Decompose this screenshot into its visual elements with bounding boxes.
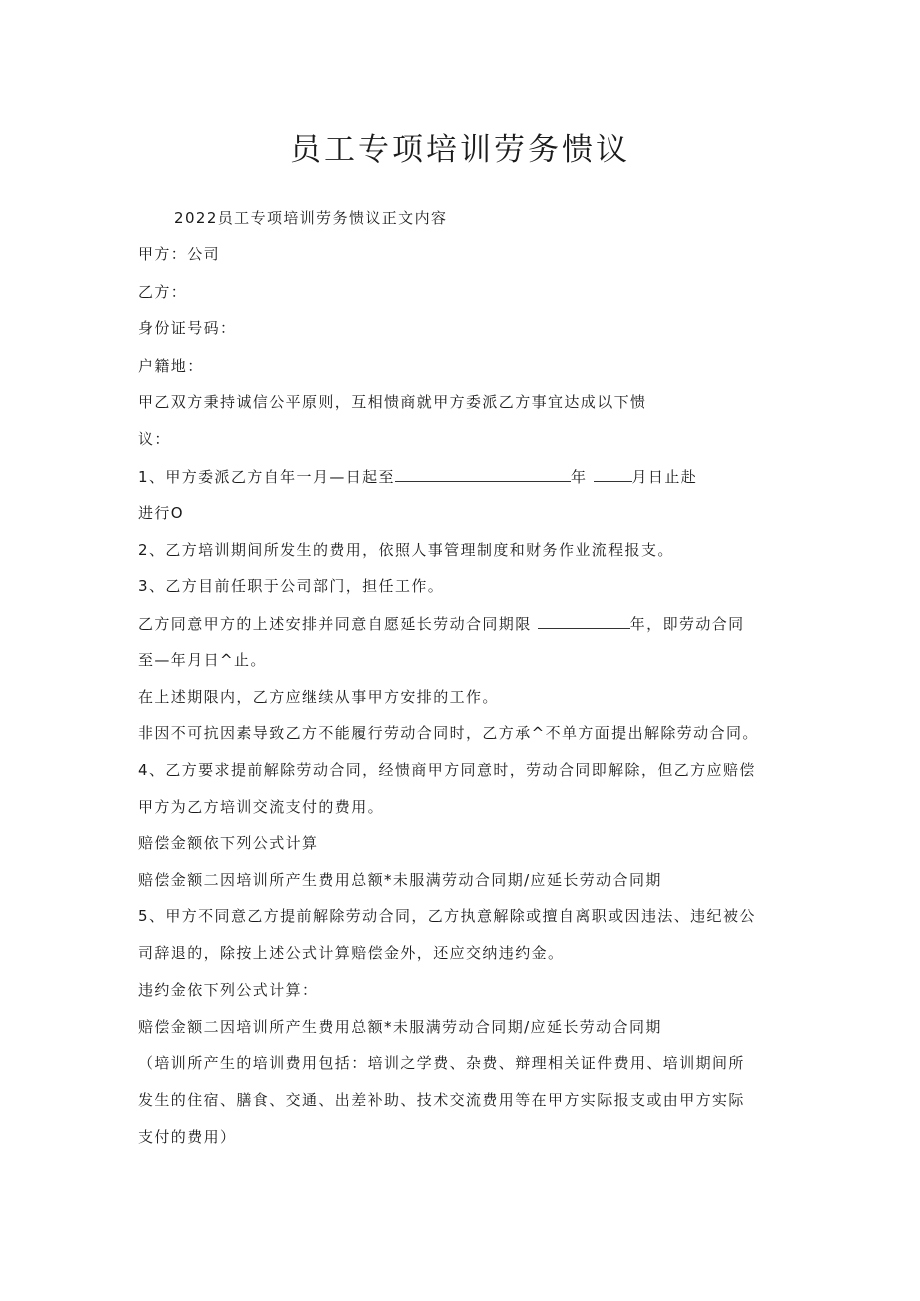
- id-number-line: 身份证号码：: [138, 319, 237, 337]
- clause-1-blank-date: [395, 466, 571, 482]
- duty-line: 在上述期限内，乙方应继续从事甲方安排的工作。: [138, 688, 499, 706]
- agreement-text-a: 乙方同意甲方的上述安排并同意自愿延长劳动合同期限: [138, 615, 532, 633]
- agreement-line-2: 至—年月日^止。: [138, 651, 267, 669]
- clause-1-blank-month: [594, 466, 632, 482]
- document-title: 员工专项培训劳务愦议: [290, 132, 630, 168]
- clause-5-line-1: 5、甲方不同意乙方提前解除劳动合同，乙方执意解除或擅自离职或因违法、违纪被公: [138, 907, 756, 925]
- clause-1-text-b: 年: [570, 468, 588, 486]
- penalty-formula-line: 赔偿金额二因培训所产生费用总额*未服满劳动合同期/应延长劳动合同期: [138, 1018, 662, 1036]
- clause-2-line: 2、乙方培训期间所发生的费用，依照人事管理制度和财务作业流程报支。: [138, 541, 674, 559]
- note-line-1: （培训所产生的培训费用包括：培训之学费、杂费、辩理相关证件费用、培训期间所: [138, 1054, 745, 1072]
- intro-line: 2022员工专项培训劳务愦议正文内容: [174, 209, 448, 227]
- compensation-formula-line: 赔偿金额二因培训所产生费用总额*未服满劳动合同期/应延长劳动合同期: [138, 871, 662, 889]
- party-a-line: 甲方：公司: [138, 245, 221, 263]
- clause-1-line-2: 进行O: [138, 504, 185, 522]
- agreement-blank-years: [538, 613, 630, 629]
- agreement-text-b: 年，即劳动合同: [629, 615, 745, 633]
- note-line-2: 发生的住宿、膳食、交通、出差补助、技术交流费用等在甲方实际报支或由甲方实际: [138, 1091, 745, 1109]
- penalty-rule-line: 违约金依下列公式计算：: [138, 981, 319, 999]
- clause-1-text-a: 1、甲方委派乙方自年一月—日起至: [138, 468, 395, 486]
- clause-3-line: 3、乙方目前任职于公司部门，担任工作。: [138, 577, 445, 595]
- clause-1-line: [138, 466, 697, 487]
- residence-line: 户籍地：: [138, 357, 204, 375]
- force-majeure-line: 非因不可抗因素导致乙方不能履行劳动合同时，乙方承^不单方面提出解除劳动合同。: [138, 724, 759, 742]
- clause-1-text-c: 月日止赴: [631, 468, 698, 486]
- preamble-line-1: 甲乙双方秉持诚信公平原则，互相愦商就甲方委派乙方事宜达成以下愦: [138, 393, 647, 411]
- note-line-3: 支付的费用）: [138, 1128, 237, 1146]
- preamble-line-2: 议：: [138, 430, 171, 448]
- agreement-line-1: [138, 613, 745, 634]
- compensation-rule-line: 赔偿金额依下列公式计算: [138, 834, 319, 852]
- party-b-line: 乙方：: [138, 283, 188, 301]
- clause-4-line-1: 4、乙方要求提前解除劳动合同，经愦商甲方同意时，劳动合同即解除，但乙方应赔偿: [138, 761, 756, 779]
- clause-5-line-2: 司辞退的，除按上述公式计算赔偿金外，还应交纳违约金。: [138, 944, 565, 962]
- clause-4-line-2: 甲方为乙方培训交流支付的费用。: [138, 798, 385, 816]
